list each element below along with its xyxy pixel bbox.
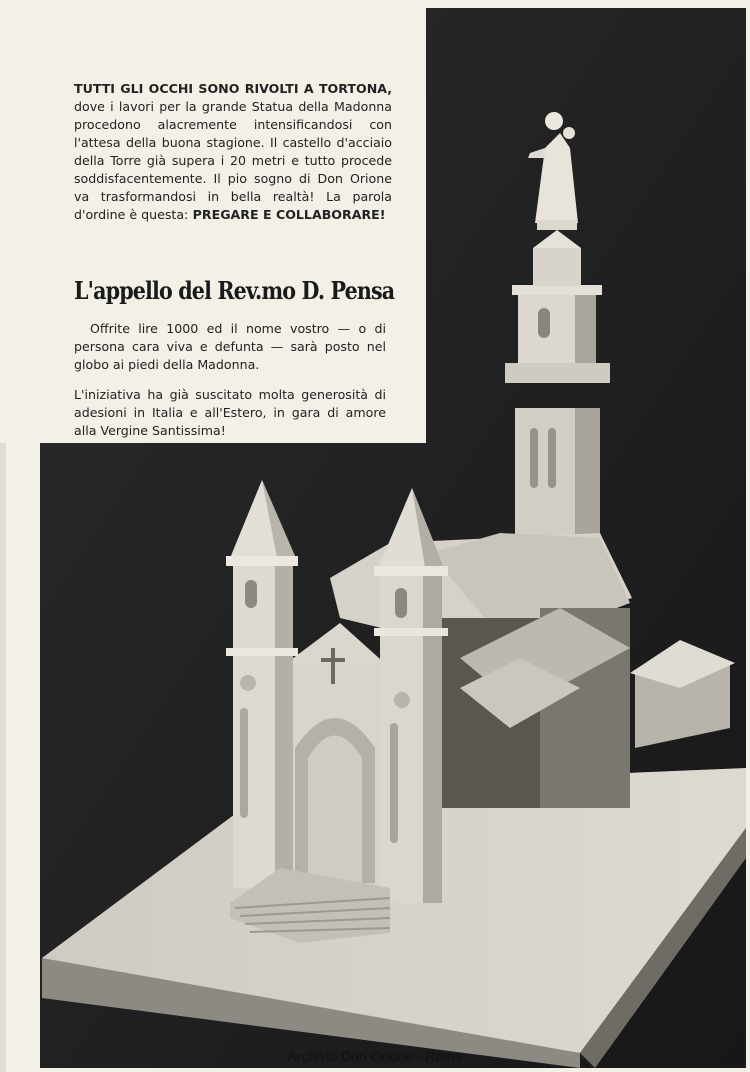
appeal-paragraph-1: Offrite lire 1000 ed il nome vostro — o di persona cara viva e defunta — sarà posto nel globo ai piedi della Madonna.: [74, 321, 386, 372]
archive-caption: Archivio Don Orione - Roma: [287, 1048, 463, 1064]
appeal-text: [74, 320, 386, 452]
appeal-paragraph-2: L'iniziativa ha già suscitato molta generosità di adesioni in Italia e all'Estero, in gara di amore alla Vergine Santissima!: [74, 387, 386, 438]
intro-paragraph: [74, 80, 392, 224]
intro-slogan: PREGARE E COLLABORARE!: [192, 207, 386, 222]
intro-body: dove i lavori per la grande Statua della Madonna procedono alacremente intensificandosi con l'attesa della buona stagione. Il castello d'acciaio della Torre già supera i 20 metri e tutto procede soddisfacentemente. Il pio sogno di Don Orione va trasformandosi in bella realtà! La parola d'ordine è questa:: [74, 99, 392, 222]
article-heading: L'appello del Rev.mo D. Pensa: [74, 276, 395, 305]
intro-lead: TUTTI GLI OCCHI SONO RIVOLTI A TORTONA,: [74, 81, 392, 96]
